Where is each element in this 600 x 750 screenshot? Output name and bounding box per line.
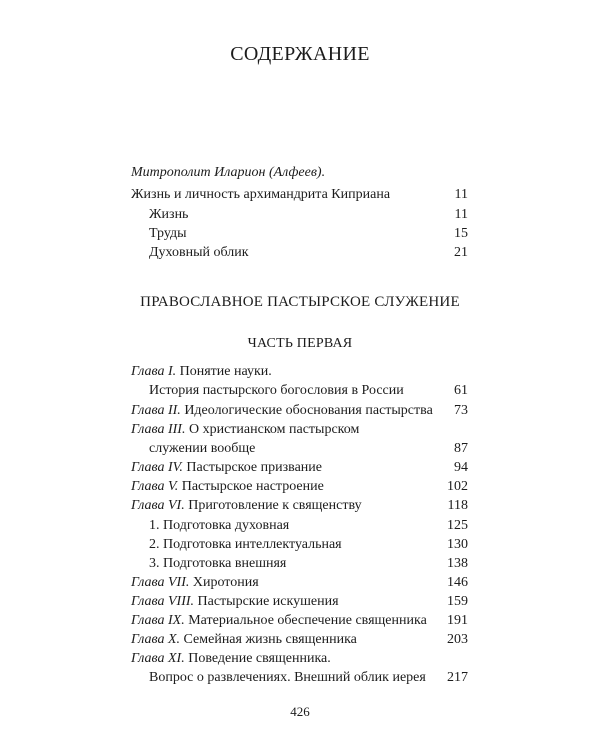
toc-entry (131, 185, 468, 204)
chapter-title: 1. Подготовка духовная (149, 518, 290, 533)
chapter-label: Глава XI. (131, 651, 185, 666)
chapter-entry (131, 362, 468, 381)
chapter-entry (131, 477, 468, 496)
chapter-title: Хиротония (192, 575, 259, 590)
contents-heading: СОДЕРЖАНИЕ (230, 43, 370, 65)
page-number: 426 (290, 704, 310, 719)
chapter-title: Понятие науки. (179, 364, 272, 379)
chapter-label: Глава IX. (131, 613, 185, 628)
chapter-title: Пастырское призвание (186, 460, 322, 475)
chapter-entry (131, 592, 468, 611)
part-title: ЧАСТЬ ПЕРВАЯ (247, 336, 353, 351)
toc-entry-title: Жизнь и личность архимандрита Киприана (131, 187, 391, 202)
chapter-page: 125 (447, 518, 468, 533)
toc-entry-page: 21 (454, 245, 468, 260)
chapter-label: Глава IV. (131, 460, 183, 475)
chapter-entry (149, 554, 468, 573)
chapter-title: 3. Подготовка внешняя (149, 556, 287, 571)
chapter-page: 94 (454, 460, 468, 475)
chapter-label: Глава II. (131, 403, 181, 418)
chapter-label: Глава III. (131, 422, 186, 437)
chapter-entry (131, 420, 468, 439)
chapter-entry (131, 611, 468, 630)
chapter-label: Глава VII. (131, 575, 190, 590)
chapter-title: Пастырское настроение (181, 479, 324, 494)
chapter-entry (131, 496, 468, 515)
toc-entry-title: Труды (149, 226, 187, 241)
chapter-title: Пастырские искушения (197, 594, 339, 609)
chapter-entry (149, 381, 468, 400)
chapter-label: Глава X. (131, 632, 181, 647)
chapter-page: 191 (447, 613, 468, 628)
toc-entry (149, 224, 468, 243)
chapter-entry (149, 516, 468, 535)
chapter-page: 159 (447, 594, 468, 609)
chapter-page: 118 (447, 498, 468, 513)
chapter-page: 146 (447, 575, 468, 590)
intro-author-text: Митрополит Иларион (Алфеев). (131, 165, 326, 180)
chapter-title: История пастырского богословия в России (149, 383, 404, 398)
section-title: ПРАВОСЛАВНОЕ ПАСТЫРСКОЕ СЛУЖЕНИЕ (140, 294, 460, 310)
intro-author (131, 163, 468, 182)
toc-entry-page: 11 (454, 187, 468, 202)
chapter-page: 73 (454, 403, 468, 418)
chapter-page: 87 (454, 441, 468, 456)
toc-entry-page: 11 (454, 207, 468, 222)
chapter-title: служении вообще (149, 441, 256, 456)
chapter-entry (149, 439, 468, 458)
chapter-page: 102 (447, 479, 468, 494)
toc-entry (149, 243, 468, 262)
chapter-label: Глава V. (131, 479, 179, 494)
toc-entry-title: Жизнь (149, 207, 189, 222)
chapter-title: Семейная жизнь священника (183, 632, 357, 647)
toc-entry-title: Духовный облик (149, 245, 249, 260)
chapter-page: 217 (447, 670, 468, 685)
chapter-entry (131, 458, 468, 477)
chapter-entry (131, 573, 468, 592)
toc-entry (149, 205, 468, 224)
chapter-entry (149, 535, 468, 554)
chapter-title: Поведение священника. (188, 651, 331, 666)
chapter-title: Идеологические обоснования пастырства (184, 403, 433, 418)
chapter-title: Вопрос о развлечениях. Внешний облик иерея (149, 670, 426, 685)
chapter-page: 138 (447, 556, 468, 571)
chapter-entry (131, 630, 468, 649)
toc-entry-page: 15 (454, 226, 468, 241)
chapter-page: 130 (447, 537, 468, 552)
chapter-label: Глава VIII. (131, 594, 195, 609)
chapter-entry (131, 401, 468, 420)
chapter-title: Приготовление к священству (188, 498, 362, 513)
chapter-title: 2. Подготовка интеллектуальная (149, 537, 342, 552)
chapter-page: 61 (454, 383, 468, 398)
chapter-entry (149, 668, 468, 687)
chapter-title: О христианском пастырском (188, 422, 360, 437)
chapter-entry (131, 649, 468, 668)
chapter-title: Материальное обеспечение священника (188, 613, 427, 628)
chapter-label: Глава I. (131, 364, 177, 379)
chapter-label: Глава VI. (131, 498, 185, 513)
chapter-page: 203 (447, 632, 468, 647)
